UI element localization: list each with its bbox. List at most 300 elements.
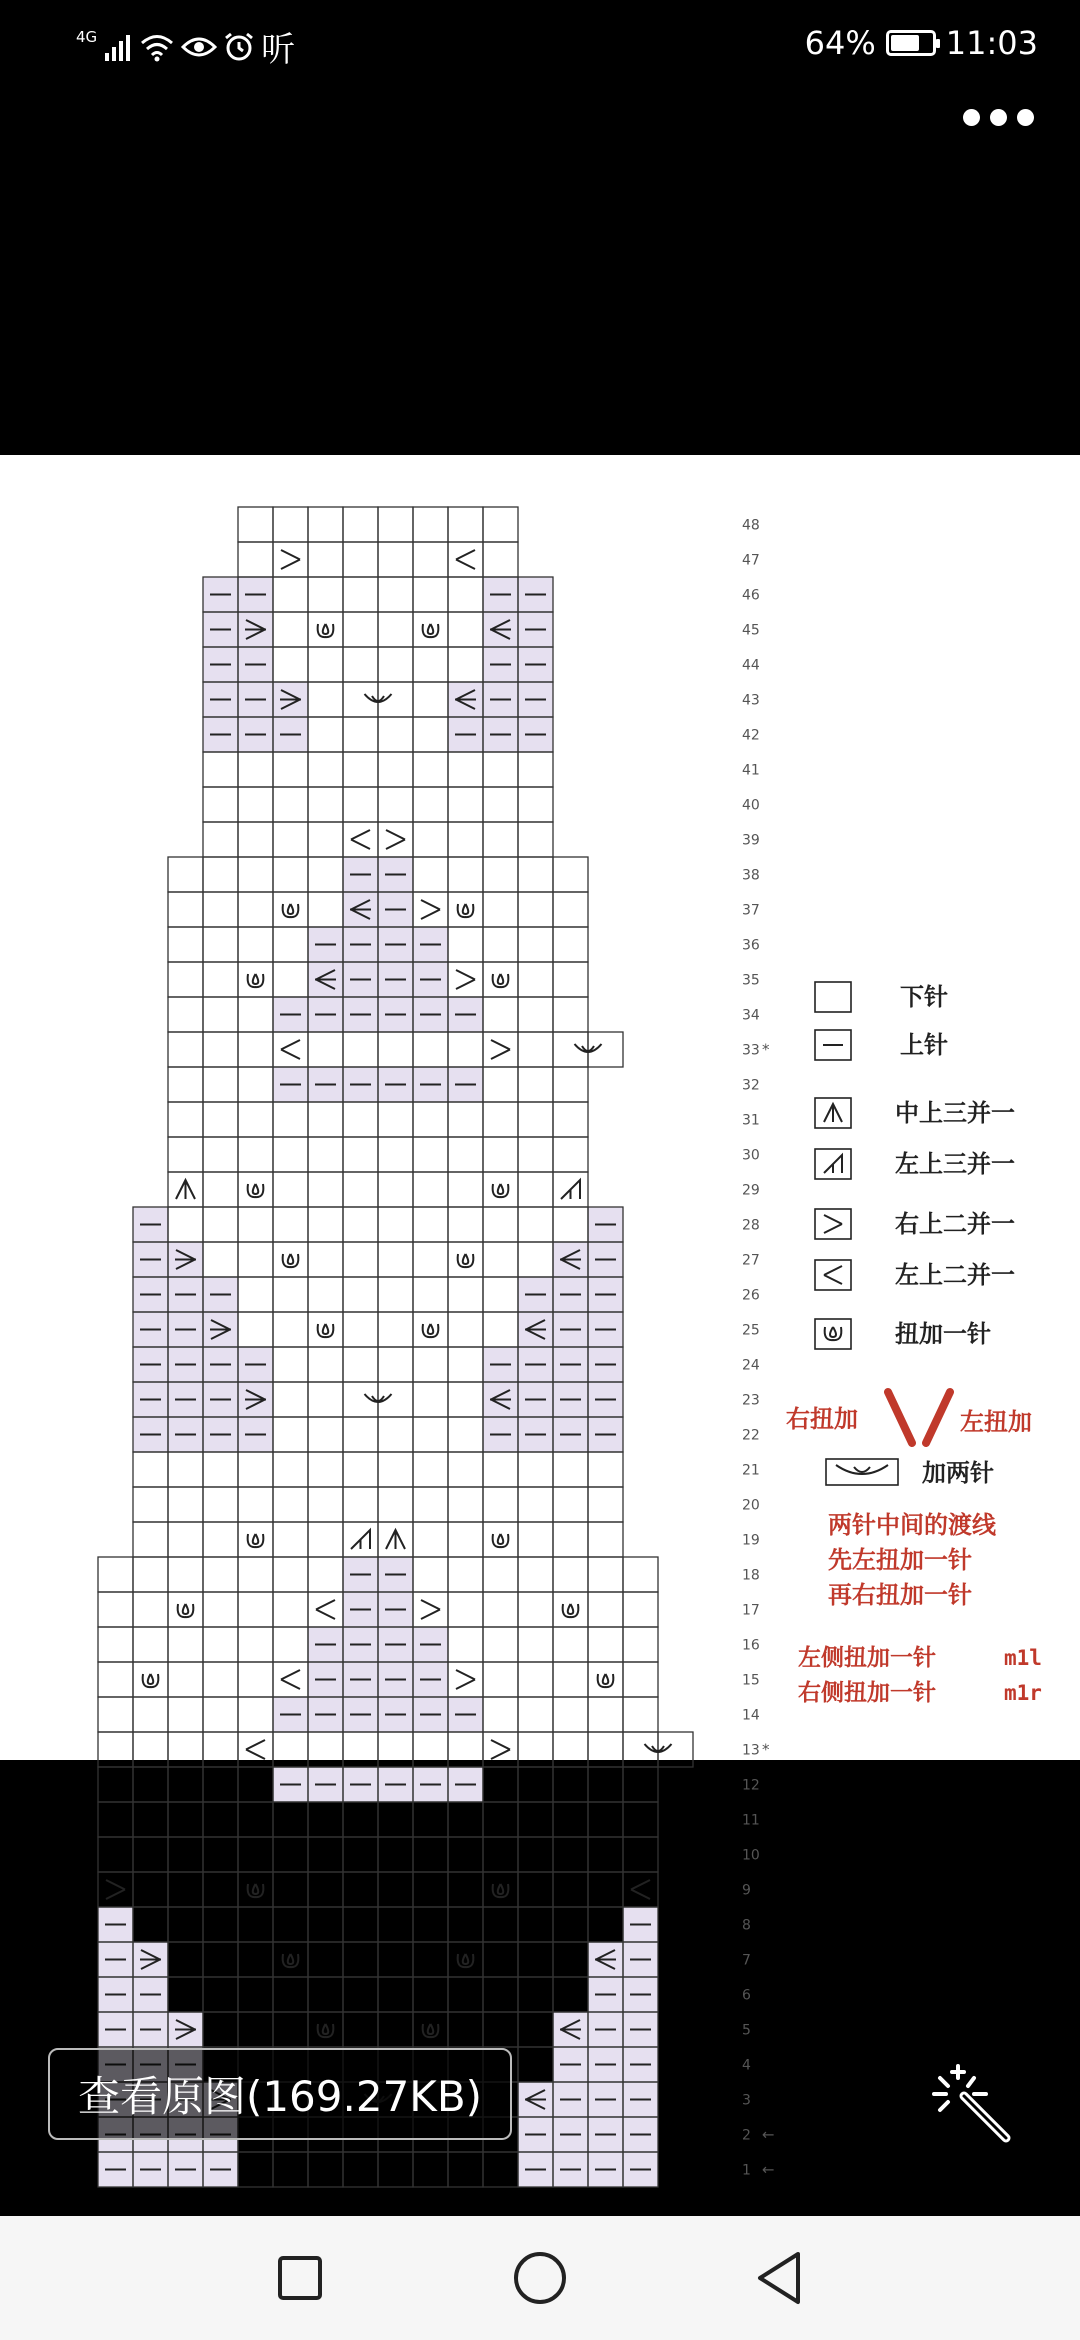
chart-cell (378, 1907, 413, 1942)
chart-cell (553, 962, 588, 997)
chart-cell (168, 1487, 203, 1522)
status-right (805, 24, 1038, 62)
note-line: 两针中间的渡线 (828, 1511, 996, 1539)
chart-cell (518, 787, 553, 822)
battery-percent: 64% (804, 24, 876, 62)
chart-cell (238, 1207, 273, 1242)
row-marker: * (762, 1040, 770, 1059)
chart-cell (343, 1487, 378, 1522)
chart-cell (238, 1592, 273, 1627)
chart-cell (413, 1452, 448, 1487)
chart-cell (238, 997, 273, 1032)
chart-cell (378, 1487, 413, 1522)
chart-cell (273, 1137, 308, 1172)
chart-cell (413, 1942, 448, 1977)
home-button[interactable] (500, 2238, 580, 2318)
chart-cell (343, 682, 378, 717)
chart-cell (378, 1137, 413, 1172)
chart-cell (448, 857, 483, 892)
ssk-symbol (106, 1880, 125, 1899)
chart-cell (413, 1312, 448, 1347)
chart-cell (273, 1102, 308, 1137)
chart-cell (413, 507, 448, 542)
chart-cell (448, 752, 483, 787)
chart-cell (343, 1137, 378, 1172)
twist-symbol (493, 1884, 509, 1897)
chart-cell (238, 1557, 273, 1592)
chart-cell (553, 1837, 588, 1872)
row-number: 44 (742, 657, 760, 674)
ssk-symbol (491, 1740, 510, 1759)
chart-cell (238, 542, 273, 577)
chart-cell (378, 1102, 413, 1137)
chart-cell (448, 1312, 483, 1347)
chart-cell (273, 2012, 308, 2047)
chart-cell (203, 1522, 238, 1557)
chart-cell (413, 1487, 448, 1522)
chart-cell (553, 1942, 588, 1977)
chart-cell (343, 507, 378, 542)
chart-cell (448, 1802, 483, 1837)
row-number: 4 (742, 2057, 751, 2074)
dot-icon (1017, 109, 1034, 126)
chart-cell (518, 1942, 553, 1977)
chart-cell (483, 1487, 518, 1522)
chart-cell (308, 787, 343, 822)
chart-cell (308, 1557, 343, 1592)
chart-cell (518, 1767, 553, 1802)
chart-cell (203, 1207, 238, 1242)
chart-cell (308, 1172, 343, 1207)
twist-symbol (423, 624, 439, 637)
chart-cell (413, 1382, 448, 1417)
chart-cell (588, 1872, 623, 1907)
chart-cell (483, 1872, 518, 1907)
chart-cell (378, 1032, 413, 1067)
chart-cell (273, 1452, 308, 1487)
row-number: 45 (742, 622, 760, 639)
chart-cell (308, 857, 343, 892)
chart-cell (98, 1872, 133, 1907)
row-number: 41 (742, 762, 760, 779)
chart-cell (553, 1977, 588, 2012)
chart-cell (483, 1172, 518, 1207)
chart-cell (168, 1837, 203, 1872)
chart-cell (588, 1522, 623, 1557)
twist-symbol (493, 1534, 509, 1547)
chart-cell (378, 1347, 413, 1382)
chart-cell (483, 1697, 518, 1732)
chart-cell (133, 1767, 168, 1802)
chart-cell (553, 1137, 588, 1172)
row-marker: ← (762, 2125, 775, 2144)
chart-cell (378, 1452, 413, 1487)
chart-cell (273, 1487, 308, 1522)
chart-cell (308, 1417, 343, 1452)
chart-cell (343, 612, 378, 647)
chart-cell (98, 1837, 133, 1872)
chart-cell (623, 1732, 658, 1767)
chart-cell (308, 1942, 343, 1977)
chart-cell (133, 1557, 168, 1592)
view-original-button[interactable]: 查看原图(169.27KB) (48, 2048, 512, 2140)
chart-cell (413, 1977, 448, 2012)
chart-cell (273, 1207, 308, 1242)
chart-cell (623, 1697, 658, 1732)
chart-cell (203, 857, 238, 892)
left-twist-stroke (926, 1392, 950, 1443)
chart-cell (413, 1907, 448, 1942)
chart-cell (623, 1627, 658, 1662)
ssk-symbol (491, 1040, 510, 1059)
chart-cell (553, 1907, 588, 1942)
chart-cell (98, 1592, 133, 1627)
row-marker: ← (762, 2160, 775, 2179)
chart-cell (203, 752, 238, 787)
chart-cell (273, 1977, 308, 2012)
row-number: 5 (742, 2022, 751, 2039)
navigation-bar (0, 2216, 1080, 2340)
chart-cell (448, 1592, 483, 1627)
chart-cell (168, 1662, 203, 1697)
chart-cell (168, 1067, 203, 1102)
chart-cell (553, 927, 588, 962)
row-number: 31 (742, 1112, 760, 1129)
chart-cell (413, 647, 448, 682)
legend-cdd-mark (824, 1104, 842, 1122)
chart-cell (553, 1452, 588, 1487)
row-number: 19 (742, 1532, 760, 1549)
chart-cell (203, 1802, 238, 1837)
twist-symbol (458, 1254, 474, 1267)
row-number: 8 (742, 1917, 751, 1934)
chart-cell (273, 1557, 308, 1592)
chart-cell (203, 1242, 238, 1277)
chart-cell (238, 857, 273, 892)
chart-cell (518, 1067, 553, 1102)
chart-cell (448, 1207, 483, 1242)
chart-cell (98, 1557, 133, 1592)
chart-cell (518, 822, 553, 857)
chart-cell (483, 1452, 518, 1487)
chart-cell (203, 1592, 238, 1627)
chart-cell (133, 1662, 168, 1697)
chart-cell (483, 1767, 518, 1802)
chart-cell (133, 1627, 168, 1662)
chart-cell (448, 1417, 483, 1452)
k2tog-symbol (456, 550, 475, 569)
twist-symbol (563, 1604, 579, 1617)
chart-cell (273, 1662, 308, 1697)
chart-cell (588, 1557, 623, 1592)
chart-cell (483, 1522, 518, 1557)
chart-cell (308, 1102, 343, 1137)
row-number: 18 (742, 1567, 760, 1584)
ssk-symbol (456, 970, 475, 989)
left-twist-label: 左扭加 (960, 1408, 1032, 1436)
chart-cell (273, 892, 308, 927)
chart-cell (133, 1732, 168, 1767)
wifi-icon (139, 32, 175, 62)
row-number: 43 (742, 692, 760, 709)
chart-cell (168, 1942, 203, 1977)
chart-cell (238, 1277, 273, 1312)
chart-cell (413, 822, 448, 857)
chart-cell (553, 892, 588, 927)
row-number: 12 (742, 1777, 760, 1794)
chart-cell (238, 822, 273, 857)
chart-cell (518, 927, 553, 962)
chart-cell (168, 857, 203, 892)
chart-cell (378, 1172, 413, 1207)
chart-cell (553, 997, 588, 1032)
chart-cell (308, 647, 343, 682)
chart-cell (343, 787, 378, 822)
network-type: 4G (76, 27, 98, 46)
eye-icon (181, 34, 217, 60)
chart-cell (448, 892, 483, 927)
chart-cell (483, 1207, 518, 1242)
chart-cell (168, 1102, 203, 1137)
chart-cell (203, 822, 238, 857)
chart-cell (168, 1557, 203, 1592)
chart-cell (448, 1557, 483, 1592)
legend-box (815, 1209, 851, 1239)
chart-cell (273, 822, 308, 857)
chart-cell (588, 1907, 623, 1942)
row-number: 1 (742, 2162, 751, 2179)
chart-cell (483, 822, 518, 857)
chart-cell (413, 577, 448, 612)
twist-symbol (423, 2024, 439, 2037)
chart-cell (448, 1032, 483, 1067)
chart-cell (483, 857, 518, 892)
chart-cell (343, 2152, 378, 2187)
chart-cell (518, 1137, 553, 1172)
chart-cell (308, 1837, 343, 1872)
chart-cell (203, 1172, 238, 1207)
chart-cell (273, 1242, 308, 1277)
chart-cell (343, 717, 378, 752)
chart-cell (203, 1452, 238, 1487)
chart-cell (238, 1242, 273, 1277)
row-number: 39 (742, 832, 760, 849)
chart-cell (553, 1032, 588, 1067)
row-number: 40 (742, 797, 760, 814)
row-number: 48 (742, 517, 760, 534)
listen-icon: 听 (261, 30, 296, 70)
chart-cell (343, 1277, 378, 1312)
row-number: 15 (742, 1672, 760, 1689)
chart-cell (413, 2012, 448, 2047)
chart-cell (553, 1102, 588, 1137)
chart-cell (553, 1522, 588, 1557)
chart-cell (308, 1382, 343, 1417)
chart-cell (238, 787, 273, 822)
chart-cell (273, 1277, 308, 1312)
chart-cell (518, 1802, 553, 1837)
chart-cell (448, 1522, 483, 1557)
chart-cell (273, 647, 308, 682)
chart-cell (168, 997, 203, 1032)
row-number: 20 (742, 1497, 760, 1514)
chart-cell (98, 1732, 133, 1767)
row-number: 27 (742, 1252, 760, 1269)
chart-cell (273, 612, 308, 647)
chart-cell (518, 1592, 553, 1627)
chart-cell (378, 612, 413, 647)
more-options-button[interactable] (958, 100, 1038, 134)
chart-cell (273, 1837, 308, 1872)
abbr-code: m1r (1004, 1681, 1042, 1705)
chart-cell (448, 1347, 483, 1382)
chart-cell (273, 1312, 308, 1347)
chart-cell (413, 1522, 448, 1557)
chart-cell (133, 1522, 168, 1557)
chart-cell (483, 1032, 518, 1067)
k2tog-symbol (316, 1600, 335, 1619)
row-number: 23 (742, 1392, 760, 1409)
chart-cell (238, 1942, 273, 1977)
chart-cell (413, 1557, 448, 1592)
chart-cell (518, 1837, 553, 1872)
chart-cell (308, 1802, 343, 1837)
chart-cell (168, 1032, 203, 1067)
chart-cell (343, 1942, 378, 1977)
chart-cell (448, 787, 483, 822)
chart-cell (483, 927, 518, 962)
chart-cell (238, 1767, 273, 1802)
chart-cell (518, 1872, 553, 1907)
row-number: 42 (742, 727, 760, 744)
chart-cell (378, 1207, 413, 1242)
k2tog-symbol (281, 1670, 300, 1689)
dot-icon (963, 109, 980, 126)
chart-cell (518, 1627, 553, 1662)
chart-cell (413, 1207, 448, 1242)
chart-cell (378, 787, 413, 822)
row-number: 2 (742, 2127, 751, 2144)
chart-cell (413, 1277, 448, 1312)
chart-cell (378, 2152, 413, 2187)
chart-cell (448, 1907, 483, 1942)
chart-cell (588, 1837, 623, 1872)
chart-cell (308, 1347, 343, 1382)
chart-cell (133, 1837, 168, 1872)
chart-cell (343, 577, 378, 612)
status-bar (0, 0, 1080, 90)
chart-cell (378, 1942, 413, 1977)
chart-cell (588, 1592, 623, 1627)
chart-cell (483, 892, 518, 927)
row-number: 33 (742, 1042, 760, 1059)
row-number: 9 (742, 1882, 751, 1899)
recents-button[interactable] (260, 2238, 340, 2318)
chart-cell (378, 822, 413, 857)
chart-cell (203, 962, 238, 997)
chart-cell (308, 1977, 343, 2012)
alarm-icon (223, 31, 255, 63)
twist-symbol (423, 1324, 439, 1337)
chart-cell (518, 1732, 553, 1767)
chart-cell (203, 1067, 238, 1102)
chart-cell (203, 1977, 238, 2012)
chart-cell (308, 822, 343, 857)
chart-cell (448, 1102, 483, 1137)
chart-cell (238, 1837, 273, 1872)
legend-label: 右上二并一 (895, 1210, 1015, 1238)
right-twist-label: 右扭加 (786, 1405, 858, 1433)
sk2p-symbol (561, 1180, 580, 1199)
chart-cell (413, 857, 448, 892)
chart-cell (308, 1242, 343, 1277)
chart-cell (483, 787, 518, 822)
ssk-symbol (386, 830, 405, 849)
chart-cell (308, 507, 343, 542)
chart-cell (273, 2152, 308, 2187)
chart-cell (168, 1592, 203, 1627)
chart-cell (518, 1557, 553, 1592)
cdd-symbol (386, 1530, 405, 1549)
twist-symbol (178, 1604, 194, 1617)
square-icon (276, 2254, 324, 2302)
chart-cell (308, 1487, 343, 1522)
row-number: 47 (742, 552, 760, 569)
chart-cell (448, 1627, 483, 1662)
chart-cell (343, 1032, 378, 1067)
magic-wand-icon[interactable] (928, 2060, 1018, 2150)
row-number: 3 (742, 2092, 751, 2109)
chart-cell (483, 1802, 518, 1837)
chart-cell (343, 1907, 378, 1942)
chart-cell (413, 1802, 448, 1837)
legend-label: 扭加一针 (895, 1320, 991, 1348)
chart-cell (273, 752, 308, 787)
chart-cell (308, 892, 343, 927)
chart-cell (448, 1452, 483, 1487)
row-number: 32 (742, 1077, 760, 1094)
row-number: 36 (742, 937, 760, 954)
chart-cell (273, 1172, 308, 1207)
row-number: 34 (742, 1007, 760, 1024)
chart-cell (168, 1802, 203, 1837)
chart-cell (343, 1872, 378, 1907)
legend-twist-mark (825, 1327, 842, 1340)
chart-cell (238, 1487, 273, 1522)
chart-cell (378, 1802, 413, 1837)
chart-cell (553, 1067, 588, 1102)
chart-cell (448, 927, 483, 962)
chart-cell (273, 1627, 308, 1662)
chart-cell (343, 647, 378, 682)
back-button[interactable] (740, 2238, 820, 2318)
chart-cell (448, 1662, 483, 1697)
chart-cell (553, 1697, 588, 1732)
chart-cell (308, 1137, 343, 1172)
chart-cell (238, 1732, 273, 1767)
chart-cell (518, 1032, 553, 1067)
chart-cell (483, 542, 518, 577)
chart-cell (518, 997, 553, 1032)
chart-cell (378, 1277, 413, 1312)
row-number: 35 (742, 972, 760, 989)
chart-cell (343, 1452, 378, 1487)
chart-cell (343, 1382, 378, 1417)
chart-cell (588, 1732, 623, 1767)
chart-cell (203, 997, 238, 1032)
twist-symbol (493, 1184, 509, 1197)
chart-cell (483, 1067, 518, 1102)
